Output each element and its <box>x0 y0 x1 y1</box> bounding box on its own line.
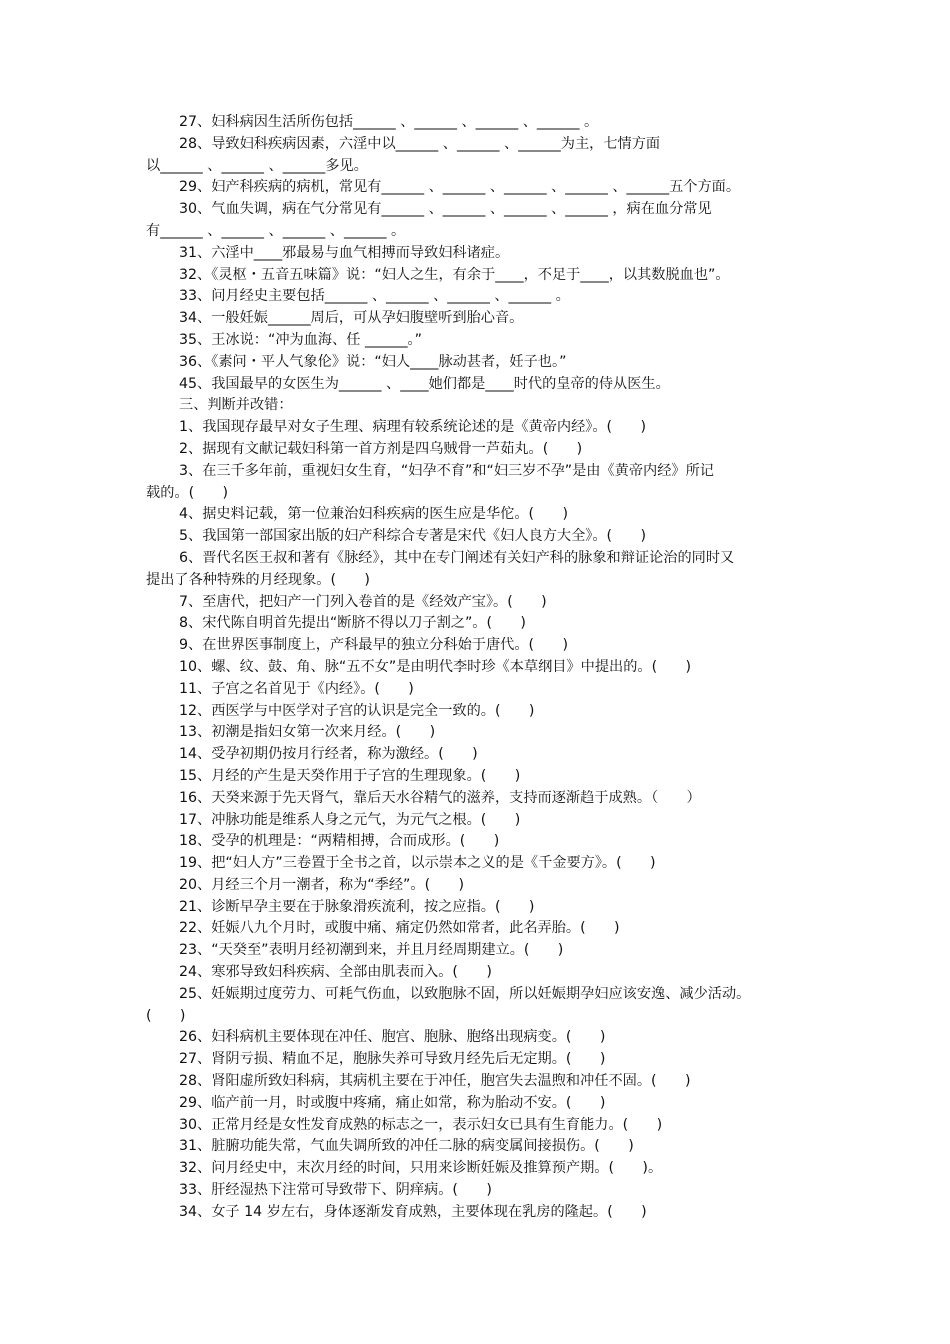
blank-item-35: 35、王冰说：“冲为血海、任 ______。” <box>179 331 422 348</box>
judgement-item-10: 10、螺、纹、鼓、角、脉“五不女”是由明代李时珍《本草纲目》中提出的。( ) <box>179 658 692 675</box>
blank-item-32: 32、《灵枢・五音五味篇》说：“妇人之生，有余于____，不足于____，以其数脱血也”。 <box>179 266 730 283</box>
judgement-item-21: 21、诊断早孕主要在于脉象滑疾流利，按之应指。( ) <box>179 898 535 915</box>
blank-item-45: 45、我国最早的女医生为______ 、____她们都是____时代的皇帝的侍从医生。 <box>179 375 670 392</box>
judgement-item-24: 24、寒邪导致妇科疾病、全部由肌表而入。( ) <box>179 964 492 981</box>
blank-item-36: 36、《素问・平人气象伦》说：“妇人____脉动甚者，妊子也。” <box>179 353 567 370</box>
judgement-item-18: 18、受孕的机理是：“两精相搏，合而成形。( ) <box>179 833 500 850</box>
judgement-item-3-cont: 载的。( ) <box>146 484 229 501</box>
blank-item-27: 27、妇科病因生活所伤包括______ 、______ 、______ 、______ 。 <box>179 114 599 130</box>
judgement-item-14: 14、受孕初期仍按月行经者，称为激经。( ) <box>179 746 478 763</box>
judgement-item-11: 11、子宫之名首见于《内经》。( ) <box>179 680 414 697</box>
judgement-item-25-cont: ( ) <box>146 1007 186 1024</box>
judgement-item-20: 20、月经三个月一潮者，称为“季经”。( ) <box>179 876 465 893</box>
judgement-item-7: 7、至唐代，把妇产一门列入卷首的是《经效产宝》。( ) <box>179 593 547 610</box>
judgement-item-17: 17、冲脉功能是维系人身之元气，为元气之根。( ) <box>179 811 521 828</box>
judgement-item-30: 30、正常月经是女性发育成熟的标志之一，表示妇女已具有生育能力。( ) <box>179 1116 663 1133</box>
judgement-item-15: 15、月经的产生是天癸作用于子宫的生理现象。( ) <box>179 767 521 784</box>
judgement-item-26: 26、妇科病机主要体现在冲任、胞宫、胞脉、胞络出现病变。( ) <box>179 1029 606 1046</box>
judgement-item-16: 16、天癸来源于先天肾气，靠后天水谷精气的滋养，支持而逐渐趋于成熟。（ ） <box>179 789 701 806</box>
document-body <box>146 112 846 1224</box>
judgement-item-6-cont: 提出了各种特殊的月经现象。( ) <box>146 571 370 588</box>
judgement-item-25: 25、妊娠期过度劳力、可耗气伤血，以致胞脉不固，所以妊娠期孕妇应该安逸、减少活动。 <box>179 985 751 1002</box>
blank-item-33: 33、问月经史主要包括______ 、______ 、______ 、______ 。 <box>179 288 570 305</box>
judgement-item-32: 32、问月经史中，末次月经的时间，只用来诊断妊娠及推算预产期。( )。 <box>179 1160 663 1177</box>
judgement-item-13: 13、初潮是指妇女第一次来月经。( ) <box>179 724 436 741</box>
judgement-item-22: 22、妊娠八九个月时，或腹中痛、痛定仍然如常者，此名弄胎。( ) <box>179 920 620 937</box>
blank-item-34: 34、一般妊娠______周后，可从孕妇腹壁听到胎心音。 <box>179 310 524 327</box>
blank-item-28-cont: 以______ 、______ 、______多见。 <box>146 157 368 174</box>
blank-item-29: 29、妇产科疾病的病机，常见有______ 、______ 、______ 、______ 、______五个方面。 <box>179 179 741 196</box>
judgement-item-2: 2、据现有文献记载妇科第一首方剂是四乌贼骨一芦茹丸。( ) <box>179 440 583 457</box>
judgement-item-6: 6、晋代名医王叔和著有《脉经》，其中在专门阐述有关妇产科的脉象和辩证论治的同时又 <box>179 549 735 566</box>
judgement-item-31: 31、脏腑功能失常，气血失调所致的冲任二脉的病变属间接损伤。( ) <box>179 1138 634 1155</box>
blank-item-31: 31、六淫中____邪最易与血气相搏而导致妇科诸症。 <box>179 244 510 261</box>
judgement-item-3: 3、在三千多年前，重视妇女生育，“妇孕不育”和“妇三岁不孕”是由《黄帝内经》所记 <box>179 462 714 479</box>
judgement-item-4: 4、据史料记载，第一位兼治妇科疾病的医生应是华佗。( ) <box>179 506 568 523</box>
judgement-item-19: 19、把“妇人方”三卷置于全书之首，以示崇本之义的是《千金要方》。( ) <box>179 855 656 872</box>
judgement-item-5: 5、我国第一部国家出版的妇产科综合专著是宋代《妇人良方大全》。( ) <box>179 528 646 545</box>
judgement-item-12: 12、西医学与中医学对子宫的认识是完全一致的。( ) <box>179 702 535 719</box>
judgement-item-27: 27、肾阴亏损、精血不足，胞脉失养可导致月经先后无定期。( ) <box>179 1051 606 1068</box>
judgement-item-33: 33、肝经湿热下注常可导致带下、阴痒病。( ) <box>179 1182 492 1199</box>
section-heading: 三、判断并改错： <box>179 397 293 414</box>
judgement-item-29: 29、临产前一月，时或腹中疼痛，痛止如常，称为胎动不安。( ) <box>179 1094 606 1111</box>
blank-item-28: 28、导致妇科疾病因素，六淫中以______ 、______ 、______为主，七情方面 <box>179 135 661 152</box>
judgement-item-34: 34、女子 14 岁左右，身体逐渐发育成熟，主要体现在乳房的隆起。( ) <box>179 1203 647 1220</box>
blank-item-30-cont: 有______ 、______ 、______ 、______ 。 <box>146 222 406 239</box>
judgement-item-1: 1、我国现存最早对女子生理、病理有较系统论述的是《黄帝内经》。( ) <box>179 419 646 436</box>
judgement-item-28: 28、肾阳虚所致妇科病，其病机主要在于冲任，胞宫失去温煦和冲任不固。( ) <box>179 1073 691 1090</box>
judgement-item-9: 9、在世界医事制度上，产科最早的独立分科始于唐代。( ) <box>179 637 568 654</box>
judgement-item-8: 8、宋代陈自明首先提出“断脐不得以刀子割之”。( ) <box>179 615 526 632</box>
blank-item-30: 30、气血失调，病在气分常见有______ 、______ 、______ 、______ ，病在血分常见 <box>179 201 712 218</box>
judgement-item-23: 23、“天癸至”表明月经初潮到来，并且月经周期建立。( ) <box>179 942 564 959</box>
